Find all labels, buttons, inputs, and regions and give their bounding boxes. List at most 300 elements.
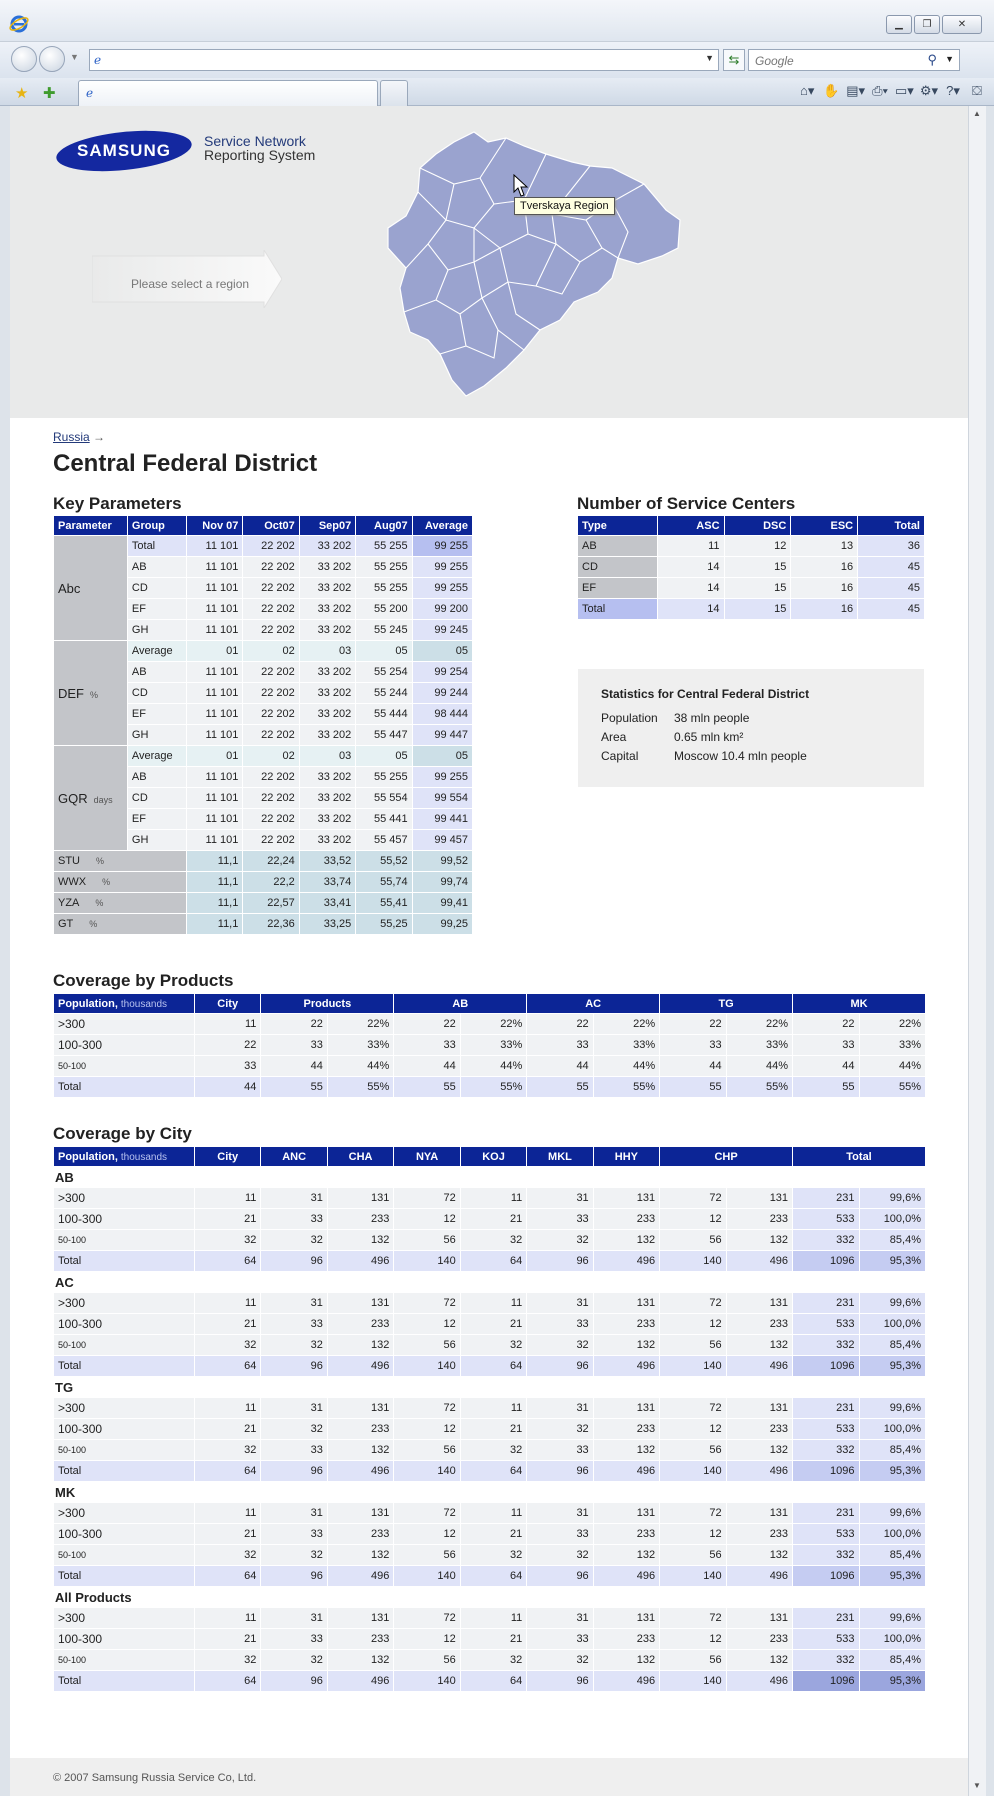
value-cell: 11 bbox=[460, 1188, 526, 1209]
value-cell: 33 bbox=[394, 1035, 460, 1056]
page-header bbox=[10, 106, 968, 418]
scroll-up-icon[interactable]: ▲ bbox=[973, 109, 981, 118]
value-cell: 496 bbox=[726, 1356, 792, 1377]
parameter-name: Abc bbox=[58, 580, 81, 596]
value-cell: 44 bbox=[261, 1056, 327, 1077]
stat-label: Capital bbox=[601, 749, 639, 763]
tools-gear-icon[interactable]: ⚙▾ bbox=[919, 83, 938, 98]
tab-page-icon: ℯ bbox=[86, 86, 94, 100]
value-cell: 140 bbox=[660, 1461, 726, 1482]
value-cell: 11 bbox=[657, 536, 724, 557]
group-cell: AB bbox=[127, 557, 186, 578]
value-cell: 31 bbox=[261, 1293, 327, 1314]
internet-explorer-icon bbox=[9, 14, 29, 34]
value-cell: 22 bbox=[660, 1014, 726, 1035]
value-cell: 533 bbox=[793, 1524, 859, 1545]
value-cell: 132 bbox=[593, 1650, 659, 1671]
value-cell: 32 bbox=[261, 1335, 327, 1356]
system-name-line1: Service Network bbox=[204, 133, 306, 149]
value-cell: 55,25 bbox=[356, 914, 412, 935]
district-map-shape bbox=[388, 132, 680, 396]
close-button[interactable] bbox=[942, 15, 982, 34]
breadcrumb-russia-link[interactable]: Russia bbox=[53, 430, 90, 444]
research-icon[interactable]: ⛋ bbox=[972, 83, 982, 98]
value-cell: 32 bbox=[460, 1230, 526, 1251]
value-cell: 99,74 bbox=[412, 872, 472, 893]
value-cell: 44% bbox=[460, 1056, 526, 1077]
value-cell: 12 bbox=[394, 1314, 460, 1335]
parameter-name: STU bbox=[58, 855, 80, 867]
address-dropdown-icon[interactable]: ▼ bbox=[705, 53, 714, 63]
value-cell: 21 bbox=[460, 1314, 526, 1335]
value-cell: 22 202 bbox=[243, 536, 299, 557]
breadcrumb-arrow: → bbox=[93, 430, 106, 444]
column-header: Parameter bbox=[54, 516, 128, 536]
value-cell: 233 bbox=[327, 1524, 393, 1545]
value-cell: 55,74 bbox=[356, 872, 412, 893]
system-name bbox=[204, 134, 315, 162]
value-cell: 56 bbox=[660, 1545, 726, 1566]
value-cell: 32 bbox=[527, 1335, 593, 1356]
value-cell: 44 bbox=[394, 1056, 460, 1077]
value-cell: 12 bbox=[724, 536, 791, 557]
value-cell: 496 bbox=[593, 1356, 659, 1377]
value-cell: 99 255 bbox=[412, 557, 472, 578]
value-cell: 496 bbox=[593, 1671, 659, 1692]
column-header: Sep07 bbox=[299, 516, 355, 536]
value-cell: 233 bbox=[327, 1629, 393, 1650]
group-cell: EF bbox=[127, 809, 186, 830]
value-cell: 12 bbox=[394, 1629, 460, 1650]
value-cell: 33 202 bbox=[299, 578, 355, 599]
value-cell: 132 bbox=[726, 1335, 792, 1356]
value-cell: 99,6% bbox=[859, 1608, 926, 1629]
value-cell: 31 bbox=[261, 1503, 327, 1524]
forward-button[interactable] bbox=[39, 46, 65, 72]
value-cell: 33% bbox=[726, 1035, 792, 1056]
group-cell: GH bbox=[127, 725, 186, 746]
value-cell: 55 255 bbox=[356, 578, 412, 599]
group-cell: Average bbox=[127, 641, 186, 662]
value-cell: 22 bbox=[793, 1014, 859, 1035]
window-frame-right bbox=[986, 106, 994, 1796]
value-cell: 64 bbox=[194, 1356, 260, 1377]
value-cell: 132 bbox=[726, 1440, 792, 1461]
value-cell: 11 bbox=[460, 1608, 526, 1629]
value-cell: 22 bbox=[394, 1014, 460, 1035]
value-cell: 140 bbox=[394, 1251, 460, 1272]
table-row bbox=[54, 1440, 926, 1461]
parameter-cell bbox=[54, 641, 128, 746]
value-cell: 99 245 bbox=[412, 620, 472, 641]
search-dropdown-icon[interactable]: ▼ bbox=[945, 54, 954, 64]
value-cell: 22% bbox=[726, 1014, 792, 1035]
value-cell: 96 bbox=[261, 1461, 327, 1482]
value-cell: 496 bbox=[593, 1566, 659, 1587]
value-cell: 56 bbox=[394, 1440, 460, 1461]
value-cell: 33 202 bbox=[299, 809, 355, 830]
value-cell: 85,4% bbox=[859, 1335, 926, 1356]
column-header: Nov 07 bbox=[187, 516, 243, 536]
value-cell: 56 bbox=[660, 1335, 726, 1356]
value-cell: 01 bbox=[187, 746, 243, 767]
value-cell: 140 bbox=[394, 1671, 460, 1692]
value-cell: 140 bbox=[660, 1671, 726, 1692]
value-cell: 32 bbox=[194, 1335, 260, 1356]
value-cell: 231 bbox=[793, 1608, 859, 1629]
parameter-unit: % bbox=[90, 689, 99, 700]
print-icon[interactable]: ⎙▾ bbox=[872, 83, 888, 98]
value-cell: 33,52 bbox=[299, 851, 355, 872]
value-cell: 533 bbox=[793, 1629, 859, 1650]
value-cell: 132 bbox=[593, 1230, 659, 1251]
value-cell: 22 202 bbox=[243, 704, 299, 725]
value-cell: 31 bbox=[527, 1293, 593, 1314]
value-cell: 233 bbox=[327, 1419, 393, 1440]
value-cell: 496 bbox=[593, 1461, 659, 1482]
search-icon[interactable]: ⚲ bbox=[927, 52, 937, 67]
value-cell: 22 202 bbox=[243, 620, 299, 641]
value-cell: 55 457 bbox=[356, 830, 412, 851]
value-cell: 140 bbox=[394, 1566, 460, 1587]
value-cell: 21 bbox=[460, 1419, 526, 1440]
table-row bbox=[54, 1461, 926, 1482]
value-cell: 233 bbox=[726, 1629, 792, 1650]
value-cell: 233 bbox=[726, 1314, 792, 1335]
value-cell: 64 bbox=[460, 1251, 526, 1272]
group-row bbox=[54, 1482, 926, 1503]
value-cell: 99 447 bbox=[412, 725, 472, 746]
value-cell: 72 bbox=[660, 1503, 726, 1524]
value-cell: 05 bbox=[412, 641, 472, 662]
value-cell: 12 bbox=[660, 1314, 726, 1335]
active-tab[interactable] bbox=[78, 80, 378, 106]
value-cell: 22 202 bbox=[243, 788, 299, 809]
value-cell: 44 bbox=[527, 1056, 593, 1077]
value-cell: 11 101 bbox=[187, 578, 243, 599]
value-cell: 55 bbox=[527, 1077, 593, 1098]
value-cell: 496 bbox=[327, 1251, 393, 1272]
column-header: KOJ bbox=[460, 1147, 526, 1167]
value-cell: 55 245 bbox=[356, 620, 412, 641]
group-name: All Products bbox=[54, 1587, 926, 1608]
value-cell: 131 bbox=[327, 1293, 393, 1314]
value-cell: 85,4% bbox=[859, 1650, 926, 1671]
column-header: City bbox=[194, 994, 260, 1014]
table-header-row bbox=[578, 516, 925, 536]
minimize-button[interactable] bbox=[886, 15, 912, 34]
value-cell: 72 bbox=[394, 1608, 460, 1629]
value-cell: 03 bbox=[299, 641, 355, 662]
value-cell: 31 bbox=[527, 1398, 593, 1419]
parameter-name: GQR bbox=[58, 790, 88, 806]
parameter-cell bbox=[54, 914, 187, 935]
stat-value: 0.65 mln km² bbox=[674, 730, 744, 744]
value-cell: 02 bbox=[243, 641, 299, 662]
value-cell: 22 202 bbox=[243, 662, 299, 683]
value-cell: 33% bbox=[460, 1035, 526, 1056]
table-header-row bbox=[54, 994, 926, 1014]
value-cell: 32 bbox=[460, 1545, 526, 1566]
parameter-cell bbox=[54, 872, 187, 893]
samsung-logo bbox=[54, 128, 194, 174]
value-cell: 99 441 bbox=[412, 809, 472, 830]
value-cell: 33 202 bbox=[299, 557, 355, 578]
value-cell: 98 444 bbox=[412, 704, 472, 725]
value-cell: 332 bbox=[793, 1650, 859, 1671]
value-cell: 64 bbox=[460, 1671, 526, 1692]
group-cell: Average bbox=[127, 746, 186, 767]
close-icon: ✕ bbox=[957, 19, 967, 30]
value-cell: 56 bbox=[394, 1230, 460, 1251]
add-favorite-icon[interactable]: ✚ bbox=[43, 85, 56, 102]
value-cell: 11,1 bbox=[187, 914, 243, 935]
table-header-row bbox=[54, 516, 473, 536]
table-row bbox=[578, 578, 925, 599]
value-cell: 44% bbox=[726, 1056, 792, 1077]
column-header: CHA bbox=[327, 1147, 393, 1167]
value-cell: 131 bbox=[327, 1188, 393, 1209]
value-cell: 15 bbox=[724, 578, 791, 599]
table-row bbox=[54, 1566, 926, 1587]
value-cell: 11 bbox=[460, 1398, 526, 1419]
value-cell: 22% bbox=[327, 1014, 393, 1035]
vertical-scrollbar[interactable] bbox=[968, 106, 986, 1796]
hand-icon[interactable]: ✋ bbox=[823, 83, 840, 98]
value-cell: 56 bbox=[660, 1230, 726, 1251]
help-icon[interactable]: ?▾ bbox=[946, 83, 960, 98]
value-cell: 99,6% bbox=[859, 1293, 926, 1314]
value-cell: 22,57 bbox=[243, 893, 299, 914]
value-cell: 22% bbox=[593, 1014, 659, 1035]
group-row bbox=[54, 1587, 926, 1608]
page-menu-icon[interactable]: ▭▾ bbox=[895, 83, 914, 98]
value-cell: 55% bbox=[460, 1077, 526, 1098]
value-cell: 01 bbox=[187, 641, 243, 662]
value-cell: 231 bbox=[793, 1293, 859, 1314]
value-cell: 131 bbox=[593, 1188, 659, 1209]
value-cell: 99,6% bbox=[859, 1188, 926, 1209]
value-cell: 22 bbox=[261, 1014, 327, 1035]
parameter-name: GT bbox=[58, 918, 74, 930]
value-cell: 36 bbox=[858, 536, 925, 557]
group-name: MK bbox=[54, 1482, 926, 1503]
value-cell: 44% bbox=[593, 1056, 659, 1077]
value-cell: 95,3% bbox=[859, 1356, 926, 1377]
value-cell: 132 bbox=[726, 1545, 792, 1566]
column-header: Type bbox=[578, 516, 658, 536]
table-row bbox=[54, 1251, 926, 1272]
value-cell: 100,0% bbox=[859, 1524, 926, 1545]
group-cell: CD bbox=[127, 788, 186, 809]
value-cell: 33 bbox=[194, 1056, 260, 1077]
table-row bbox=[54, 1230, 926, 1251]
value-cell: 44 bbox=[194, 1077, 260, 1098]
value-cell: 140 bbox=[394, 1356, 460, 1377]
type-cell: EF bbox=[578, 578, 658, 599]
value-cell: 140 bbox=[660, 1251, 726, 1272]
coverage-city-title: Coverage by City bbox=[53, 1124, 192, 1143]
value-cell: 05 bbox=[356, 746, 412, 767]
value-cell: 33 bbox=[527, 1209, 593, 1230]
value-cell: 02 bbox=[243, 746, 299, 767]
value-cell: 11 101 bbox=[187, 620, 243, 641]
value-cell: 14 bbox=[657, 599, 724, 620]
table-row bbox=[54, 1335, 926, 1356]
table-row bbox=[54, 1398, 926, 1419]
column-header: AB bbox=[394, 994, 527, 1014]
table-row bbox=[54, 872, 473, 893]
column-header: TG bbox=[660, 994, 793, 1014]
value-cell: 12 bbox=[660, 1419, 726, 1440]
value-cell: 132 bbox=[327, 1650, 393, 1671]
new-tab-button[interactable] bbox=[380, 80, 408, 106]
parameter-unit: % bbox=[89, 919, 98, 929]
value-cell: 332 bbox=[793, 1440, 859, 1461]
refresh-icon: ⇆ bbox=[728, 52, 740, 67]
favorites-star-icon[interactable]: ★ bbox=[15, 85, 29, 102]
value-cell: 533 bbox=[793, 1314, 859, 1335]
value-cell: 22 202 bbox=[243, 557, 299, 578]
value-cell: 32 bbox=[527, 1419, 593, 1440]
type-cell: Total bbox=[578, 599, 658, 620]
value-cell: 496 bbox=[593, 1251, 659, 1272]
value-cell: 33 202 bbox=[299, 599, 355, 620]
value-cell: 31 bbox=[527, 1503, 593, 1524]
tab-bar bbox=[0, 78, 994, 106]
value-cell: 231 bbox=[793, 1503, 859, 1524]
value-cell: 11 101 bbox=[187, 662, 243, 683]
group-name: TG bbox=[54, 1377, 926, 1398]
address-bar[interactable] bbox=[89, 49, 719, 71]
value-cell: 131 bbox=[593, 1293, 659, 1314]
service-centers-title: Number of Service Centers bbox=[577, 494, 796, 513]
value-cell: 12 bbox=[660, 1524, 726, 1545]
refresh-button[interactable] bbox=[723, 49, 745, 71]
navigation-bar bbox=[0, 42, 994, 78]
breadcrumb bbox=[53, 430, 105, 444]
value-cell: 22 bbox=[194, 1035, 260, 1056]
value-cell: 22,24 bbox=[243, 851, 299, 872]
value-cell: 55 255 bbox=[356, 767, 412, 788]
value-cell: 72 bbox=[660, 1188, 726, 1209]
population-cell: 50-100 bbox=[54, 1440, 195, 1461]
value-cell: 22 bbox=[527, 1014, 593, 1035]
value-cell: 11 101 bbox=[187, 830, 243, 851]
column-header: DSC bbox=[724, 516, 791, 536]
value-cell: 11,1 bbox=[187, 872, 243, 893]
value-cell: 22 202 bbox=[243, 683, 299, 704]
value-cell: 96 bbox=[261, 1566, 327, 1587]
brand-text: SAMSUNG bbox=[77, 141, 171, 160]
value-cell: 21 bbox=[194, 1629, 260, 1650]
history-dropdown-icon[interactable]: ▼ bbox=[70, 52, 79, 62]
page-title: Central Federal District bbox=[53, 450, 318, 477]
value-cell: 44 bbox=[660, 1056, 726, 1077]
table-row bbox=[54, 1608, 926, 1629]
value-cell: 132 bbox=[327, 1230, 393, 1251]
group-cell: AB bbox=[127, 662, 186, 683]
population-cell: Total bbox=[54, 1356, 195, 1377]
value-cell: 231 bbox=[793, 1398, 859, 1419]
group-cell: CD bbox=[127, 683, 186, 704]
value-cell: 13 bbox=[791, 536, 858, 557]
value-cell: 95,3% bbox=[859, 1461, 926, 1482]
maximize-button[interactable] bbox=[914, 15, 940, 34]
value-cell: 22 202 bbox=[243, 830, 299, 851]
value-cell: 22 202 bbox=[243, 578, 299, 599]
value-cell: 233 bbox=[327, 1314, 393, 1335]
value-cell: 99 457 bbox=[412, 830, 472, 851]
value-cell: 32 bbox=[460, 1440, 526, 1461]
value-cell: 11 bbox=[194, 1188, 260, 1209]
value-cell: 33 bbox=[261, 1314, 327, 1335]
table-row bbox=[578, 557, 925, 578]
value-cell: 72 bbox=[660, 1608, 726, 1629]
feeds-icon[interactable]: ▤▾ bbox=[846, 83, 865, 98]
value-cell: 233 bbox=[593, 1524, 659, 1545]
value-cell: 64 bbox=[460, 1356, 526, 1377]
table-row bbox=[54, 893, 473, 914]
parameter-unit: % bbox=[96, 856, 105, 866]
population-label: Population, bbox=[58, 997, 118, 1010]
home-icon[interactable]: ⌂▾ bbox=[799, 83, 815, 98]
table-row bbox=[54, 1188, 926, 1209]
value-cell: 21 bbox=[194, 1314, 260, 1335]
region-map[interactable] bbox=[376, 124, 712, 400]
value-cell: 96 bbox=[527, 1671, 593, 1692]
back-button[interactable] bbox=[11, 46, 37, 72]
group-cell: AB bbox=[127, 767, 186, 788]
search-box[interactable] bbox=[748, 49, 960, 71]
value-cell: 11 bbox=[194, 1293, 260, 1314]
value-cell: 85,4% bbox=[859, 1440, 926, 1461]
table-header-row bbox=[54, 1147, 926, 1167]
value-cell: 132 bbox=[593, 1335, 659, 1356]
scroll-down-icon[interactable]: ▼ bbox=[973, 1781, 981, 1790]
value-cell: 99,25 bbox=[412, 914, 472, 935]
value-cell: 21 bbox=[194, 1524, 260, 1545]
value-cell: 72 bbox=[660, 1293, 726, 1314]
table-row bbox=[54, 1035, 926, 1056]
key-parameters-title: Key Parameters bbox=[53, 494, 182, 513]
value-cell: 22% bbox=[859, 1014, 926, 1035]
value-cell: 132 bbox=[593, 1440, 659, 1461]
value-cell: 55 255 bbox=[356, 557, 412, 578]
value-cell: 33 bbox=[660, 1035, 726, 1056]
value-cell: 55,52 bbox=[356, 851, 412, 872]
population-cell: Total bbox=[54, 1671, 195, 1692]
parameter-cell bbox=[54, 851, 187, 872]
population-label: Population, bbox=[58, 1150, 118, 1163]
column-header: HHY bbox=[593, 1147, 659, 1167]
value-cell: 32 bbox=[261, 1419, 327, 1440]
value-cell: 56 bbox=[394, 1650, 460, 1671]
value-cell: 55 200 bbox=[356, 599, 412, 620]
value-cell: 32 bbox=[527, 1545, 593, 1566]
page-footer bbox=[10, 1758, 968, 1796]
value-cell: 131 bbox=[726, 1188, 792, 1209]
value-cell: 16 bbox=[791, 578, 858, 599]
value-cell: 132 bbox=[593, 1545, 659, 1566]
value-cell: 496 bbox=[327, 1566, 393, 1587]
value-cell: 233 bbox=[327, 1209, 393, 1230]
value-cell: 64 bbox=[460, 1461, 526, 1482]
value-cell: 140 bbox=[660, 1566, 726, 1587]
group-name: AC bbox=[54, 1272, 926, 1293]
value-cell: 31 bbox=[261, 1608, 327, 1629]
population-cell: 50-100 bbox=[54, 1230, 195, 1251]
